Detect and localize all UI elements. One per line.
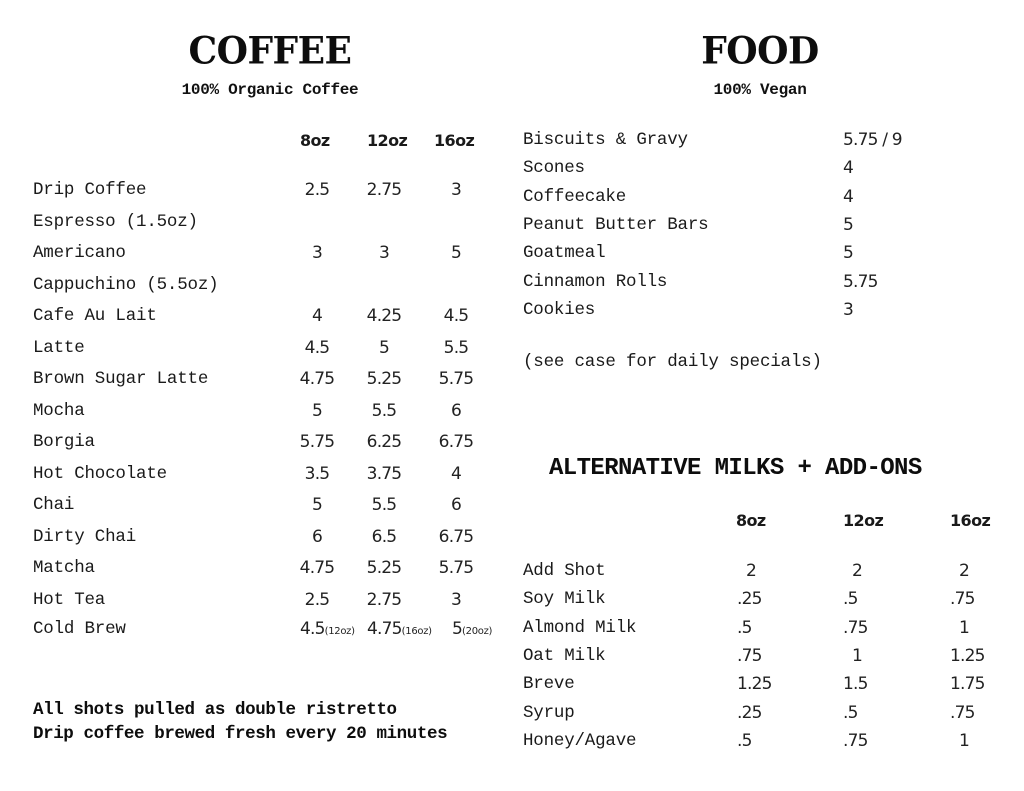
coffee-price-8oz: 5 [311,495,323,515]
coffee-price-16oz: 6.75 [438,526,474,547]
coffee-price-16oz: 6 [450,400,462,421]
coffee-item-name: Cold Brew [33,619,126,639]
coffee-price-16oz: 6.75 [438,432,474,452]
coffee-price-12oz: 5 [378,337,390,358]
coffee-price-16oz: 5.75 [438,369,474,389]
addon-price-12oz: .5 [843,702,858,723]
price: 4.75 [367,619,402,639]
coffee-price-12oz: 4.25 [366,306,402,326]
addon-price-12oz: .75 [843,617,868,638]
coffee-price-12oz: 2.75 [366,589,402,610]
coffee-price-8oz: 4.75 [299,369,335,389]
addon-price-16oz: 2 [958,561,970,581]
food-title: FOOD [701,28,819,74]
addon-item-name: Breve [523,674,575,695]
coffee-item-name: Matcha [33,558,95,578]
food-item-price: 3 [843,299,854,320]
coffee-item-name: Latte [33,337,85,358]
coffee-note-ristretto: All shots pulled as double ristretto [33,700,397,720]
food-item-price: 4 [843,186,854,207]
food-item-name: Coffeecake [523,186,627,207]
coffee-size-16oz: 16oz [434,131,475,150]
coffee-price-16oz: 3 [450,180,462,200]
unit: (12oz) [324,626,355,637]
coffee-item-name: Cappuchino (5.5oz) [33,274,219,295]
coffee-price-16oz: 4 [450,463,462,484]
addon-price-8oz: 2 [745,561,757,581]
food-item-name: Scones [523,158,585,179]
coffee-price-8oz: 4.5 [304,337,330,358]
coffee-price-8oz: 2.5 [304,180,330,200]
addon-price-16oz: 1 [958,730,970,751]
food-note: (see case for daily specials) [523,352,822,372]
coffee-price-12oz: 6.5 [371,526,397,547]
price: 5 [452,619,463,639]
coffee-size-8oz: 8oz [300,131,330,150]
addons-title: ALTERNATIVE MILKS + ADD-ONS [549,455,922,482]
addons-size-8oz: 8oz [736,511,766,530]
coffee-item-name: Drip Coffee [33,180,147,200]
addon-item-name: Honey/Agave [523,730,637,751]
coffee-title: COFFEE [188,28,352,74]
coffee-item-name: Chai [33,495,75,515]
coffee-price-16oz: 5.5 [443,337,469,358]
coffee-price-8oz: 5.75 [299,432,335,452]
coffee-price-8oz: 5 [311,400,323,421]
food-item-name: Cookies [523,299,596,320]
addon-price-12oz: 1.5 [843,674,868,695]
coffee-price-8oz: 4.75 [299,558,335,578]
food-item-name: Cinnamon Rolls [523,271,668,292]
coffee-price-16oz: 5.75 [438,558,474,578]
coffee-price-8oz: 4 [311,306,323,326]
coffee-price-16oz-cold [367,619,432,639]
coffee-item-name: Espresso (1.5oz) [33,211,198,232]
food-item-name: Biscuits & Gravy [523,130,688,150]
coffee-price-12oz: 6.25 [366,432,402,452]
coffee-price-12oz: 3.75 [366,463,402,484]
addon-price-12oz: 2 [851,561,863,581]
addon-price-8oz: .5 [737,730,752,751]
coffee-price-16oz: 5 [450,243,462,263]
coffee-price-8oz: 2.5 [304,589,330,610]
food-item-price: 5 [843,243,854,264]
coffee-price-12oz-cold [300,619,355,639]
addon-price-12oz: .5 [843,589,858,610]
unit: (16oz) [401,626,432,637]
coffee-price-12oz: 5.25 [366,558,402,578]
addon-price-8oz: .25 [737,702,762,723]
addon-item-name: Soy Milk [523,589,606,610]
addon-item-name: Syrup [523,702,575,723]
addon-price-8oz: .25 [737,589,762,610]
coffee-price-16oz: 3 [450,589,462,610]
addon-item-name: Oat Milk [523,645,606,666]
coffee-note-drip: Drip coffee brewed fresh every 20 minutes [33,724,448,744]
food-item-price: 5.75 [843,271,878,292]
coffee-price-16oz: 4.5 [443,306,469,326]
coffee-item-name: Dirty Chai [33,526,137,547]
food-item-price: 5 [843,214,854,235]
addon-price-16oz: .75 [950,702,975,723]
coffee-price-8oz: 3 [311,243,323,263]
addon-price-16oz: .75 [950,589,975,610]
coffee-item-name: Mocha [33,400,85,421]
coffee-item-name: Borgia [33,432,95,452]
coffee-subtitle: 100% Organic Coffee [181,81,359,99]
food-item-price: 4 [843,158,854,179]
coffee-price-20oz-cold [452,619,492,639]
addon-price-8oz: 1.25 [737,674,772,695]
addon-price-16oz: 1 [958,617,970,638]
coffee-item-name: Americano [33,243,126,263]
addons-size-12oz: 12oz [843,511,884,530]
addon-price-12oz: 1 [851,645,863,666]
addon-item-name: Add Shot [523,561,606,581]
coffee-price-12oz: 2.75 [366,180,402,200]
addon-price-12oz: .75 [843,730,868,751]
coffee-price-12oz: 5.5 [371,495,397,515]
coffee-price-12oz: 5.5 [371,400,397,421]
addon-price-16oz: 1.75 [950,674,985,695]
food-subtitle: 100% Vegan [713,81,807,99]
coffee-price-8oz: 6 [311,526,323,547]
coffee-item-name: Hot Chocolate [33,463,167,484]
price: 4.5 [300,619,325,639]
addon-price-16oz: 1.25 [950,645,985,666]
addon-item-name: Almond Milk [523,617,637,638]
coffee-item-name: Brown Sugar Latte [33,369,209,389]
coffee-price-12oz: 5.25 [366,369,402,389]
coffee-size-12oz: 12oz [367,131,408,150]
addons-size-16oz: 16oz [950,511,991,530]
coffee-item-name: Hot Tea [33,589,106,610]
unit: (20oz) [462,626,493,637]
food-item-name: Goatmeal [523,243,606,264]
coffee-price-16oz: 6 [450,495,462,515]
addon-price-8oz: .75 [737,645,762,666]
coffee-price-12oz: 3 [378,243,390,263]
food-item-price: 5.75 / 9 [843,130,902,150]
addon-price-8oz: .5 [737,617,752,638]
coffee-price-8oz: 3.5 [304,463,330,484]
coffee-item-name: Cafe Au Lait [33,306,157,326]
food-item-name: Peanut Butter Bars [523,214,709,235]
